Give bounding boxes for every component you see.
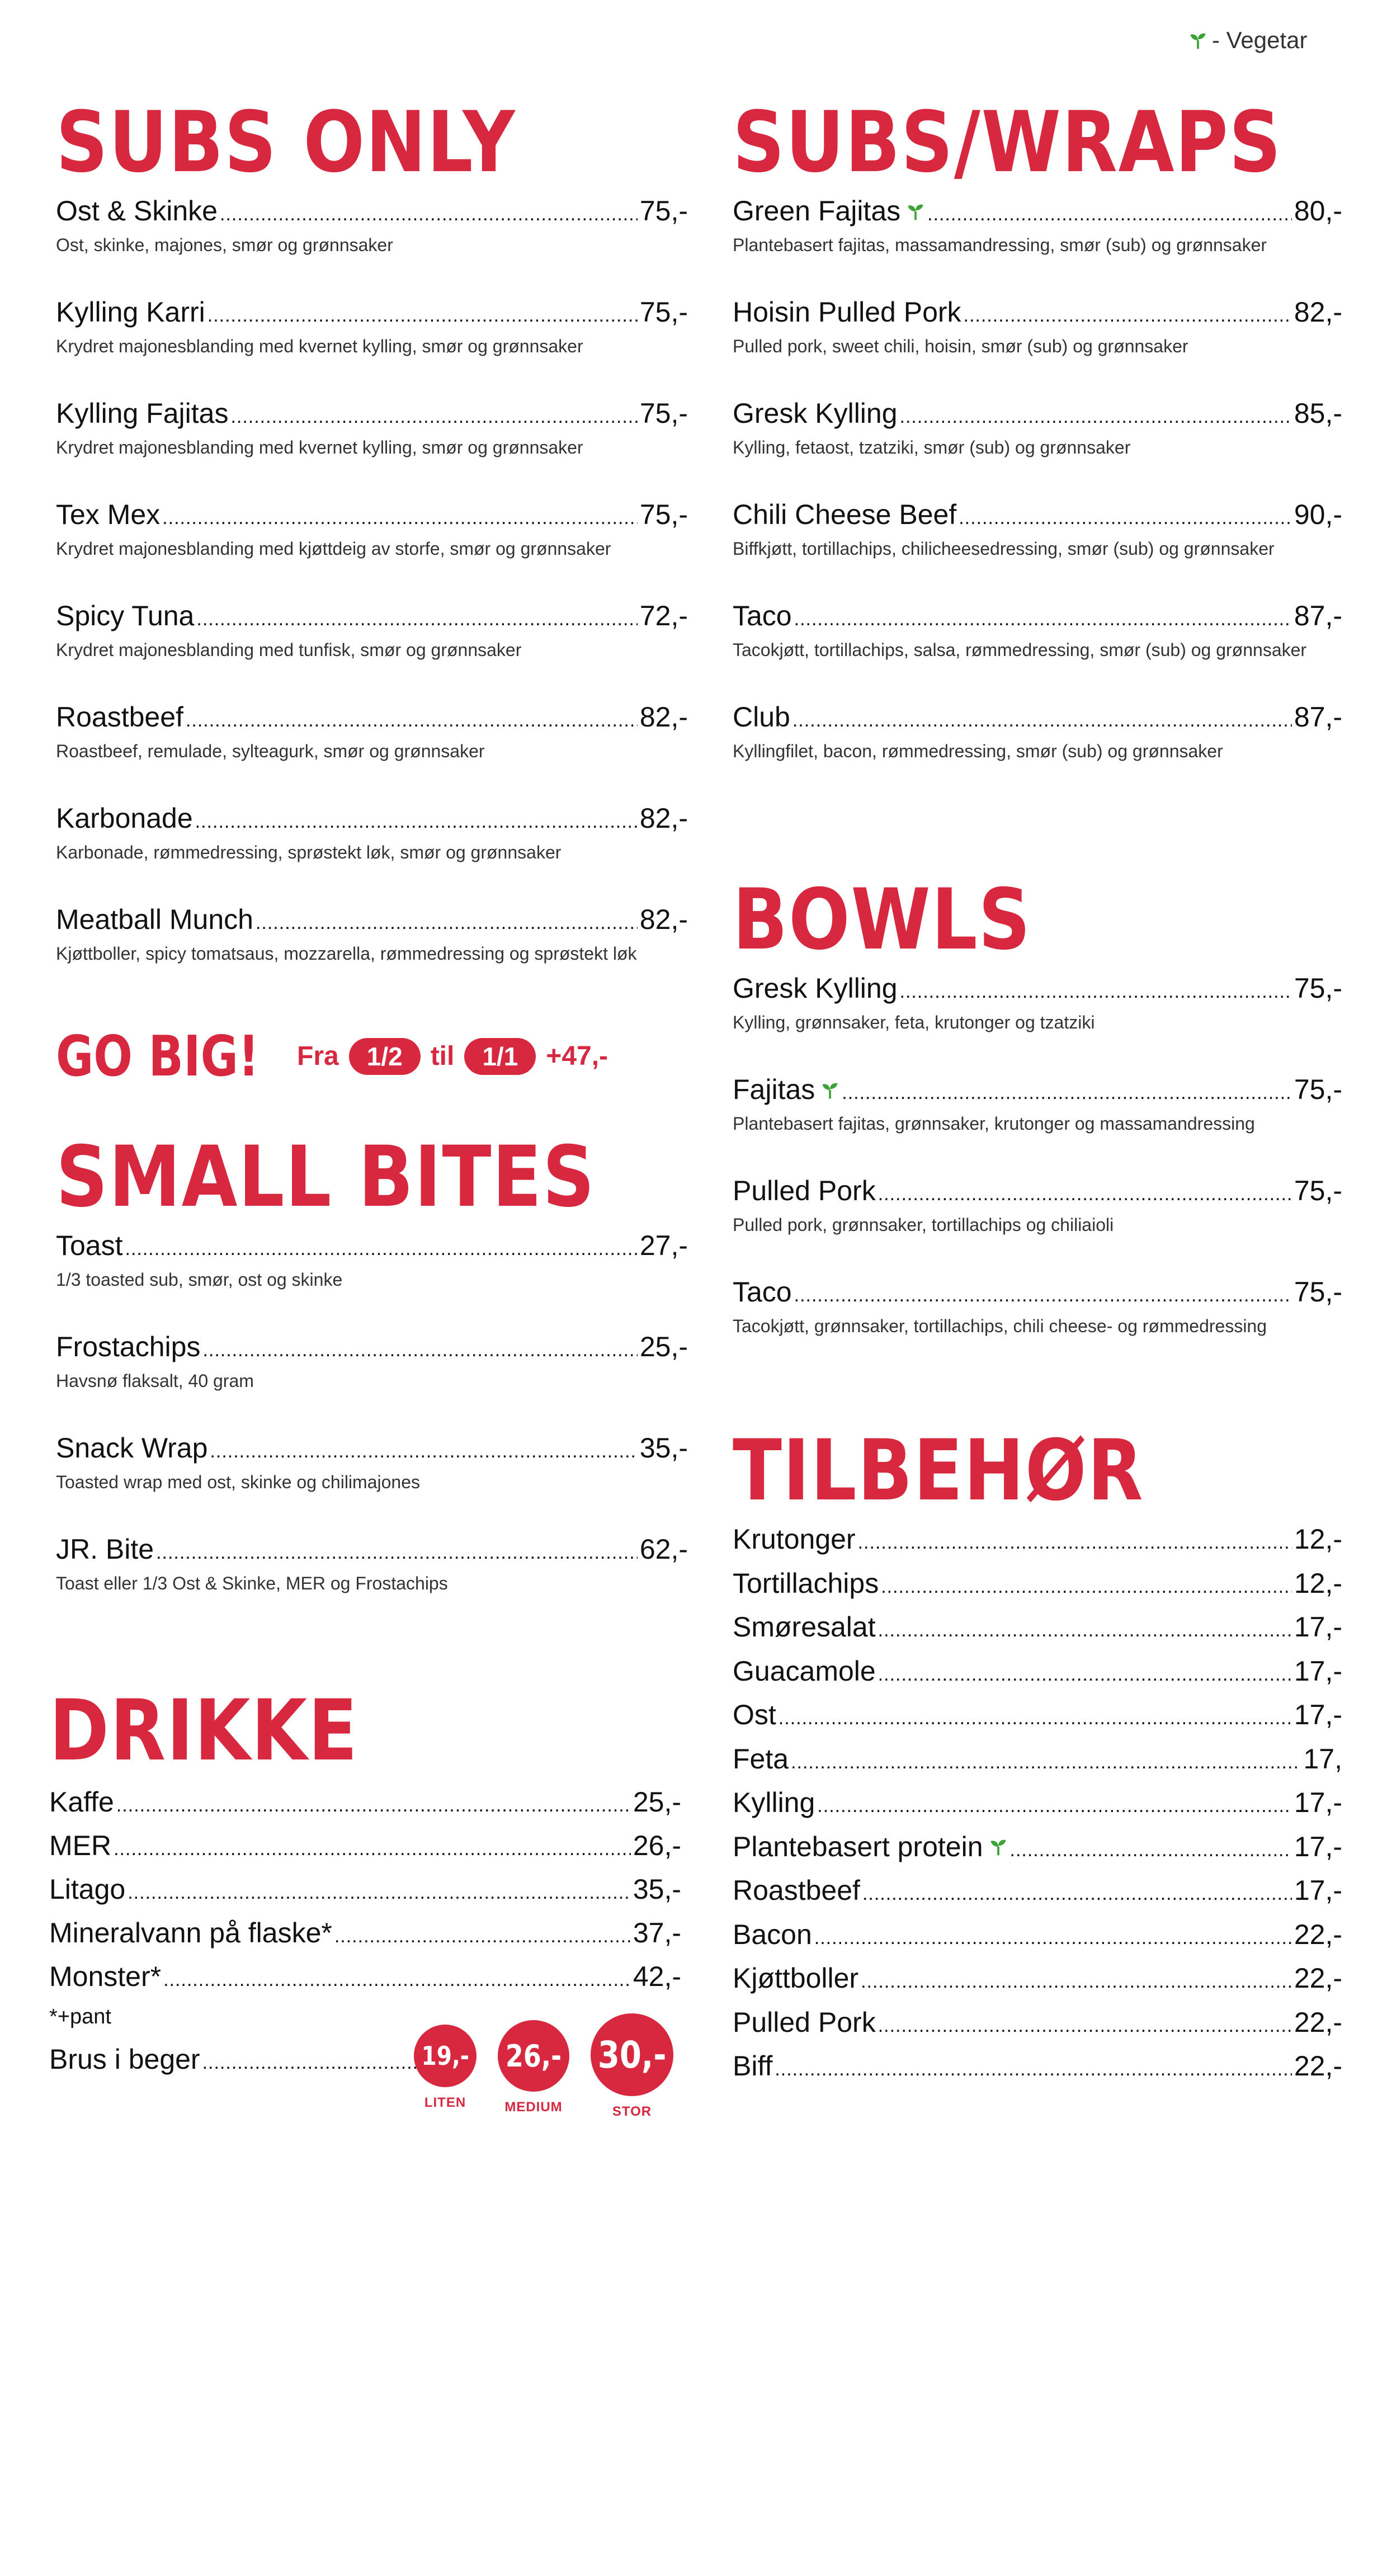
menu-item-row	[733, 1612, 1342, 1643]
menu-item-price: 17,-	[1294, 1830, 1342, 1862]
menu-item-row	[733, 1656, 1342, 1687]
menu-item-row	[733, 1963, 1342, 1994]
dot-leader	[794, 609, 1292, 630]
menu-item-name: Fajitas	[733, 1074, 815, 1105]
price-circle-medium: 26,-	[498, 2020, 569, 2092]
dot-leader	[128, 1883, 631, 1903]
dot-leader	[116, 1795, 631, 1816]
menu-item-name: Roastbeef	[733, 1875, 860, 1906]
dot-leader	[878, 1664, 1292, 1685]
menu-item-price: 75,-	[639, 296, 688, 328]
go-big-banner	[56, 1023, 608, 1089]
menu-item-row	[733, 398, 1342, 429]
menu-item-description: Havsnø flaksalt, 40 gram	[56, 1371, 254, 1391]
dot-leader	[792, 710, 1292, 731]
menu-item-row	[733, 1524, 1342, 1555]
dot-leader	[817, 1796, 1292, 1817]
menu-item	[49, 1918, 681, 1948]
menu-item	[56, 702, 688, 763]
dot-leader	[1010, 1840, 1292, 1861]
menu-item-row	[733, 1700, 1342, 1730]
menu-item	[733, 1568, 1342, 1599]
size-label-medium: MEDIUM	[504, 2100, 563, 2115]
section-title-subs-only: SUBS ONLY	[56, 94, 516, 191]
menu-item-description: Kylling, fetaost, tzatziki, smør (sub) og grønnsaker	[733, 437, 1131, 457]
sprout-icon	[820, 1081, 839, 1100]
menu-item-name: Biff	[733, 2050, 773, 2082]
menu-item	[733, 1524, 1342, 1555]
dot-leader	[256, 913, 638, 933]
menu-item-name: Frostachips	[56, 1331, 201, 1362]
menu-item-name: Pulled Pork	[733, 1175, 876, 1206]
menu-item-description: Krydret majonesblanding med tunfisk, smør og grønnsaker	[56, 640, 522, 660]
menu-item-description: Plantebasert fajitas, grønnsaker, krutonger og massamandressing	[733, 1114, 1255, 1134]
menu-item-name: Snack Wrap	[56, 1432, 208, 1464]
menu-item-price: 82,-	[1294, 296, 1342, 328]
menu-item-price: 37,-	[633, 1917, 681, 1948]
dot-leader	[927, 204, 1292, 225]
dot-leader	[842, 1083, 1292, 1103]
menu-item-name: Gresk Kylling	[733, 973, 898, 1004]
menu-item	[733, 1744, 1342, 1775]
dot-leader	[202, 2053, 416, 2073]
menu-item-name: Krutonger	[733, 1523, 856, 1555]
dot-leader	[900, 407, 1292, 427]
menu-item-row	[733, 499, 1342, 530]
menu-item	[733, 1963, 1342, 1994]
dot-leader	[220, 204, 638, 225]
menu-item	[49, 1874, 681, 1905]
menu-item-price: 72,-	[639, 600, 688, 631]
menu-item-description: Plantebasert fajitas, massamandressing, smør (sub) og grønnsaker	[733, 235, 1267, 255]
menu-item	[56, 1534, 688, 1596]
go-big-title: GO BIG!	[56, 1023, 260, 1089]
menu-item	[49, 1961, 681, 1992]
menu-item-description: 1/3 toasted sub, smør, ost og skinke	[56, 1270, 343, 1290]
menu-item	[733, 1919, 1342, 1950]
dot-leader	[964, 305, 1292, 326]
menu-item-name: Mineralvann på flaske*	[49, 1917, 332, 1948]
menu-item-row	[733, 196, 1342, 227]
dot-leader	[858, 1532, 1292, 1553]
menu-item-price: 75,-	[1294, 1175, 1342, 1206]
menu-item-name: Pulled Pork	[733, 2006, 876, 2038]
sprout-icon	[1188, 31, 1207, 50]
menu-item	[733, 1700, 1342, 1730]
menu-item	[56, 499, 688, 561]
menu-item-description: Tacokjøtt, tortillachips, salsa, rømmedressing, smør (sub) og grønnsaker	[733, 640, 1307, 660]
menu-item-price: 17,-	[1294, 1875, 1342, 1906]
menu-item-name: Hoisin Pulled Pork	[733, 296, 961, 328]
dot-leader	[210, 1441, 637, 1462]
menu-item-price: 22,-	[1294, 2050, 1342, 2082]
menu-item-price: 35,-	[639, 1432, 688, 1464]
menu-item-price: 12,-	[1294, 1567, 1342, 1599]
menu-item-row	[733, 1875, 1342, 1906]
dot-leader	[230, 407, 637, 427]
menu-item-row	[56, 1534, 688, 1565]
menu-item-row	[733, 1832, 1342, 1862]
menu-item-name: MER	[49, 1830, 112, 1861]
dot-leader	[878, 2016, 1292, 2036]
size-label-small: LITEN	[424, 2095, 466, 2110]
menu-item-price: 75,-	[639, 499, 688, 530]
menu-item-name: Karbonade	[56, 803, 193, 834]
dot-leader	[881, 1577, 1292, 1597]
dot-leader	[794, 1285, 1292, 1306]
menu-item-price: 25,-	[633, 1786, 681, 1818]
brus-size-prices	[414, 2013, 673, 2120]
menu-item-price: 27,-	[639, 1230, 688, 1261]
menu-item-name: Taco	[733, 1276, 792, 1308]
menu-item-description: Toast eller 1/3 Ost & Skinke, MER og Frostachips	[56, 1573, 448, 1593]
menu-item-row	[56, 803, 688, 834]
menu-item-name: Taco	[733, 600, 792, 631]
menu-item	[56, 1433, 688, 1494]
size-label-large: STOR	[612, 2104, 652, 2119]
menu-item	[733, 1277, 1342, 1338]
menu-item-price: 90,-	[1294, 499, 1342, 530]
menu-item-name: Monster*	[49, 1961, 162, 1992]
menu-item-name: Guacamole	[733, 1655, 876, 1687]
menu-item-description: Kylling, grønnsaker, feta, krutonger og tzatziki	[733, 1012, 1095, 1032]
menu-item	[56, 297, 688, 358]
menu-item-row	[733, 1277, 1342, 1308]
menu-item	[49, 1787, 681, 1818]
menu-item-row	[733, 1074, 1342, 1105]
menu-item-row	[49, 1961, 681, 1992]
menu-item	[56, 1230, 688, 1292]
dot-leader	[791, 1752, 1301, 1773]
menu-item-price: 75,-	[1294, 1276, 1342, 1308]
menu-item	[733, 1832, 1342, 1862]
menu-item-row	[56, 1230, 688, 1261]
menu-item-price: 17,-	[1294, 1611, 1342, 1643]
section-title-subs-wraps: SUBS/WRAPS	[733, 94, 1282, 191]
menu-item-price: 87,-	[1294, 701, 1342, 733]
dot-leader	[775, 2059, 1291, 2080]
menu-item-row	[56, 1433, 688, 1464]
menu-item-row	[733, 2007, 1342, 2038]
menu-item-row	[56, 398, 688, 429]
menu-item	[733, 702, 1342, 763]
menu-item-row	[733, 297, 1342, 328]
dot-leader	[196, 609, 637, 630]
menu-item-row	[733, 2051, 1342, 2082]
dot-leader	[114, 1839, 631, 1860]
menu-item-row	[733, 1744, 1342, 1775]
menu-item	[56, 1332, 688, 1393]
menu-item-description: Kjøttboller, spicy tomatsaus, mozzarella, rømmedressing og sprøstekt løk	[56, 943, 637, 964]
menu-item-price: 75,-	[1294, 1074, 1342, 1105]
legend-text: - Vegetar	[1212, 27, 1308, 53]
menu-item-price: 82,-	[639, 701, 688, 733]
vegetar-legend	[1188, 27, 1307, 54]
go-big-full-pill: 1/1	[464, 1038, 536, 1075]
go-big-from: Fra	[297, 1041, 339, 1071]
menu-item-name: Spicy Tuna	[56, 600, 195, 631]
menu-item-name: Meatball Munch	[56, 904, 253, 935]
dot-leader	[862, 1884, 1292, 1904]
menu-item-name: Green Fajitas	[733, 195, 901, 227]
menu-item	[56, 803, 688, 865]
menu-item-description: Biffkjøtt, tortillachips, chilicheesedressing, smør (sub) og grønnsaker	[733, 539, 1275, 559]
menu-item-price: 75,-	[639, 398, 688, 429]
menu-item	[733, 2051, 1342, 2082]
dot-leader	[878, 1184, 1292, 1205]
menu-item	[733, 973, 1342, 1035]
go-big-to: til	[430, 1041, 455, 1071]
dot-leader	[162, 508, 638, 529]
menu-item-name: Kylling	[733, 1787, 815, 1818]
brus-size-large	[591, 2013, 673, 2120]
dot-leader	[195, 812, 638, 832]
dot-leader	[186, 710, 638, 731]
menu-item-price: 17,-	[1294, 1699, 1342, 1730]
menu-item-row	[49, 1874, 681, 1905]
section-title-tilbehor: TILBEHØR	[733, 1422, 1144, 1520]
menu-item	[733, 196, 1342, 257]
menu-item-name: Smøresalat	[733, 1611, 876, 1643]
menu-item-name: Tortillachips	[733, 1567, 879, 1599]
menu-item-description: Tacokjøtt, grønnsaker, tortillachips, chili cheese- og rømmedressing	[733, 1316, 1267, 1336]
menu-item-price: 22,-	[1294, 1918, 1342, 1950]
menu-item-name: Tex Mex	[56, 499, 161, 530]
menu-item-name: Plantebasert protein	[733, 1830, 983, 1862]
menu-item-name: Kaffe	[49, 1786, 114, 1818]
menu-item-row	[733, 1568, 1342, 1599]
menu-item-name: Kylling Karri	[56, 296, 205, 328]
brus-size-small	[414, 2013, 477, 2111]
menu-item	[56, 601, 688, 662]
menu-item-description: Roastbeef, remulade, sylteagurk, smør og grønnsaker	[56, 741, 485, 761]
dot-leader	[125, 1239, 638, 1259]
menu-item-price: 82,-	[639, 904, 688, 935]
brus-size-medium	[498, 2013, 569, 2115]
menu-item-price: 82,-	[639, 803, 688, 834]
menu-item-name: Kylling Fajitas	[56, 398, 229, 429]
menu-item-price: 75,-	[639, 195, 688, 227]
menu-item-row	[56, 499, 688, 530]
menu-item-name: Kjøttboller	[733, 1962, 859, 1994]
menu-item-row	[56, 297, 688, 328]
menu-item-description: Karbonade, rømmedressing, sprøstekt løk, smør og grønnsaker	[56, 842, 562, 862]
menu-item	[49, 1830, 681, 1861]
menu-item-name: Ost	[733, 1699, 776, 1730]
menu-item-row	[49, 1918, 681, 1948]
menu-item-name: JR. Bite	[56, 1534, 154, 1565]
menu-item-name: Litago	[49, 1874, 126, 1905]
menu-item-description: Krydret majonesblanding med kjøttdeig av storfe, smør og grønnsaker	[56, 539, 611, 559]
menu-item-price: 87,-	[1294, 600, 1342, 631]
dot-leader	[779, 1708, 1292, 1729]
menu-item	[733, 1176, 1342, 1237]
menu-item-price: 22,-	[1294, 1962, 1342, 1994]
sprout-icon	[906, 202, 925, 221]
menu-item-name: Roastbeef	[56, 701, 183, 733]
menu-item-price: 25,-	[639, 1331, 688, 1362]
dot-leader	[861, 1971, 1292, 1992]
menu-item-description: Kyllingfilet, bacon, rømmedressing, smør (sub) og grønnsaker	[733, 741, 1223, 761]
menu-item-row	[733, 1919, 1342, 1950]
menu-item-description: Krydret majonesblanding med kvernet kylling, smør og grønnsaker	[56, 336, 583, 356]
menu-item-name: Chili Cheese Beef	[733, 499, 957, 530]
menu-item	[733, 1074, 1342, 1136]
go-big-half-pill: 1/2	[349, 1038, 421, 1075]
menu-item-row	[733, 1787, 1342, 1818]
go-big-extra-price: +47,-	[546, 1041, 608, 1071]
menu-item-description: Pulled pork, sweet chili, hoisin, smør (sub) og grønnsaker	[733, 336, 1188, 356]
menu-item-description: Ost, skinke, majones, smør og grønnsaker	[56, 235, 393, 255]
dot-leader	[202, 1340, 637, 1361]
menu-item-row	[56, 1332, 688, 1362]
menu-item-description: Pulled pork, grønnsaker, tortillachips og chiliaioli	[733, 1215, 1114, 1235]
menu-item	[733, 1875, 1342, 1906]
menu-item-row	[49, 1830, 681, 1861]
menu-item-description: Krydret majonesblanding med kvernet kylling, smør og grønnsaker	[56, 437, 583, 457]
menu-item-row	[56, 702, 688, 733]
menu-item-name: Gresk Kylling	[733, 398, 898, 429]
dot-leader	[334, 1926, 631, 1947]
menu-item-row	[733, 1176, 1342, 1206]
menu-item	[733, 1612, 1342, 1643]
brus-name: Brus i beger	[49, 2044, 200, 2075]
dot-leader	[163, 1970, 631, 1990]
section-title-small-bites: SMALL BITES	[56, 1129, 596, 1226]
menu-item-name: Feta	[733, 1743, 789, 1775]
section-title-bowls: BOWLS	[733, 871, 1031, 969]
sprout-icon	[989, 1837, 1008, 1856]
menu-item-price: 35,-	[633, 1874, 681, 1905]
menu-item	[56, 196, 688, 257]
menu-item-row	[56, 904, 688, 935]
menu-item	[733, 499, 1342, 561]
menu-item-name: Toast	[56, 1230, 123, 1261]
menu-item	[733, 398, 1342, 460]
menu-item-price: 22,-	[1294, 2006, 1342, 2038]
dot-leader	[900, 982, 1292, 1002]
menu-item-name: Bacon	[733, 1918, 812, 1950]
dot-leader	[156, 1542, 638, 1563]
menu-item-name: Club	[733, 701, 790, 733]
dot-leader	[207, 305, 638, 326]
dot-leader	[959, 508, 1292, 529]
menu-item-row	[56, 601, 688, 631]
menu-item-name: Ost & Skinke	[56, 195, 218, 227]
menu-item-price: 75,-	[1294, 973, 1342, 1004]
pant-note: *+pant	[49, 2005, 111, 2028]
menu-item	[733, 297, 1342, 358]
menu-item-price: 42,-	[633, 1961, 681, 1992]
menu-item-price: 85,-	[1294, 398, 1342, 429]
menu-item	[56, 398, 688, 460]
dot-leader	[878, 1620, 1292, 1641]
price-circle-small: 19,-	[414, 2025, 477, 2087]
price-circle-large: 30,-	[591, 2013, 673, 2096]
menu-item-price: 62,-	[639, 1534, 688, 1565]
menu-item-row	[49, 1787, 681, 1818]
menu-item-price: 17,-	[1294, 1787, 1342, 1818]
section-title-drikke: DRIKKE	[49, 1682, 358, 1780]
brus-row	[49, 2044, 418, 2075]
menu-item-row	[733, 702, 1342, 733]
menu-item-row	[733, 973, 1342, 1004]
menu-item-price: 17,	[1303, 1743, 1342, 1775]
menu-item-description: Toasted wrap med ost, skinke og chilimajones	[56, 1472, 420, 1492]
menu-item-price: 17,-	[1294, 1655, 1342, 1687]
dot-leader	[814, 1928, 1292, 1948]
menu-item	[733, 1787, 1342, 1818]
menu-item	[733, 1656, 1342, 1687]
menu-item-row	[733, 601, 1342, 631]
menu-item-price: 12,-	[1294, 1523, 1342, 1555]
menu-item	[56, 904, 688, 966]
menu-item-price: 80,-	[1294, 195, 1342, 227]
menu-item	[733, 2007, 1342, 2038]
menu-item	[733, 601, 1342, 662]
menu-item-row	[56, 196, 688, 227]
menu-item-price: 26,-	[633, 1830, 681, 1861]
